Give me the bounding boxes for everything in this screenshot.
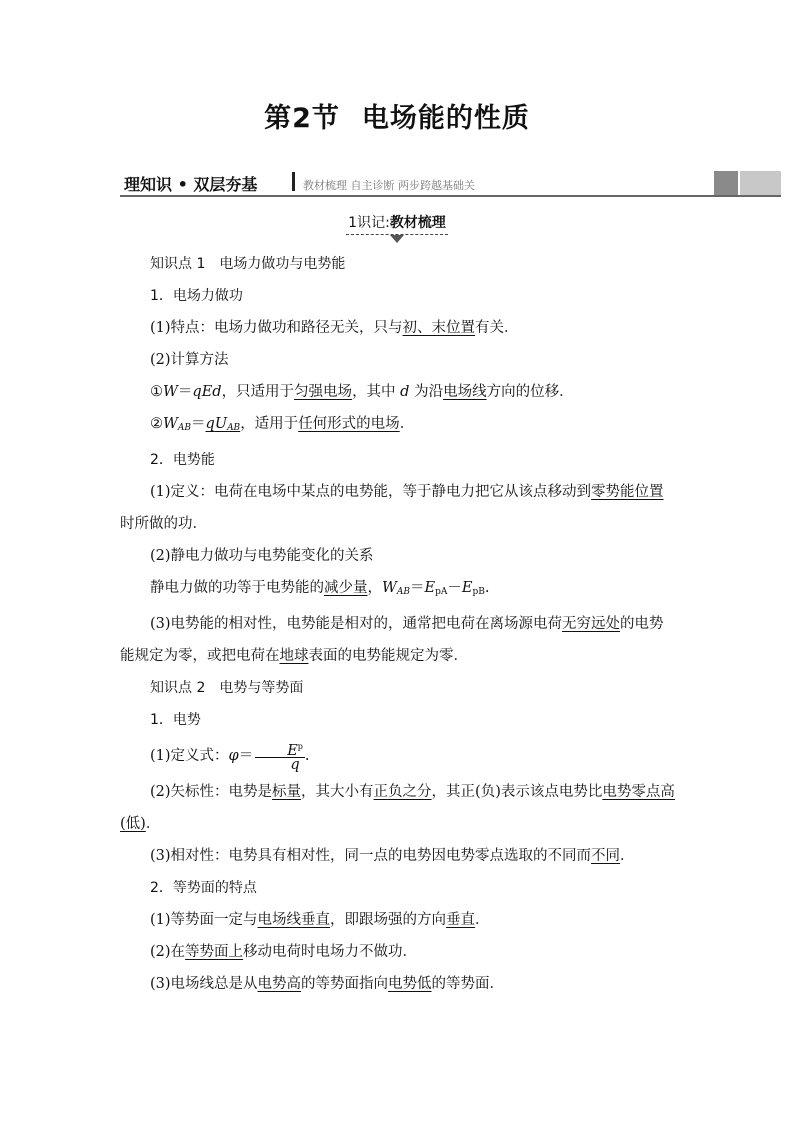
underlined-answer: 垂直 xyxy=(446,912,476,928)
text: ，只适用于 xyxy=(221,384,295,400)
banner-separator xyxy=(292,172,295,191)
text: 的等势面． xyxy=(431,976,505,992)
text: 时所做的功． xyxy=(120,516,207,532)
subscript: AB xyxy=(396,587,411,597)
underlined-answer: 无穷远处 xyxy=(562,616,621,632)
underlined-answer: 地球 xyxy=(279,648,309,664)
text: 的等势面指向 xyxy=(301,976,389,992)
underlined-answer: 不同 xyxy=(591,848,621,864)
text: ，其正(负)表示该点电势比 xyxy=(431,784,603,800)
heading-work: 1．电场力做功 xyxy=(150,288,243,304)
subscript: pB xyxy=(472,587,485,597)
paragraph xyxy=(120,840,676,872)
text: － xyxy=(447,580,462,596)
text: 方向的位移． xyxy=(486,384,574,400)
text: ＝ xyxy=(410,580,425,596)
paragraph xyxy=(120,408,676,444)
subsection-colon: : xyxy=(385,215,390,231)
subsection-number: 1识记 xyxy=(348,215,386,231)
symbol: d xyxy=(400,384,410,400)
text: 为沿 xyxy=(409,384,444,400)
text: ① xyxy=(150,384,163,400)
paragraph xyxy=(120,904,676,936)
underlined-answer: 电场线垂直 xyxy=(257,912,331,928)
symbol: E xyxy=(461,580,473,596)
paragraph xyxy=(120,936,676,968)
text: (1)定义式： xyxy=(150,748,229,764)
text: ＝ xyxy=(191,416,206,432)
text: ＝ xyxy=(238,748,254,764)
symbol: W xyxy=(163,416,178,432)
heading-equipotential: 2．等势面的特点 xyxy=(150,880,257,896)
down-arrow-icon xyxy=(390,235,404,243)
document-body xyxy=(120,248,676,1000)
paragraph xyxy=(120,968,676,1000)
text: ＝ xyxy=(177,384,193,400)
underlined-answer: 匀强电场 xyxy=(294,384,353,400)
underlined-answer: 任何形式的电场 xyxy=(298,416,400,432)
paragraph xyxy=(120,312,676,344)
symbol: φ xyxy=(228,748,239,764)
text: ． xyxy=(145,816,161,832)
fraction xyxy=(255,740,305,773)
underlined-answer xyxy=(206,416,241,432)
text: ． xyxy=(475,912,490,928)
paragraph xyxy=(120,776,676,840)
text: 有关． xyxy=(475,320,519,336)
underlined-answer: 初、末位置 xyxy=(402,320,476,336)
numerator: E xyxy=(287,742,298,759)
denominator: q xyxy=(290,757,300,774)
symbol: U xyxy=(214,416,228,432)
subscript: AB xyxy=(227,423,241,433)
text: (1)定义：电荷在电场中某点的电势能，等于静电力把它从该点移动到 xyxy=(150,484,592,500)
paragraph xyxy=(120,476,676,540)
banner-rule xyxy=(120,195,781,197)
text: . xyxy=(304,748,310,764)
text: ． xyxy=(620,848,635,864)
underlined-answer: 等势面上 xyxy=(185,944,244,960)
text: 的电势能规定为零，或把电荷在 xyxy=(120,616,664,664)
symbol: W xyxy=(163,384,178,400)
banner-subtitle: 教材梳理 自主诊断 两步跨越基础关 xyxy=(303,179,475,192)
text: (3)相对性：电势具有相对性，同一点的电势因电势零点选取的不同而 xyxy=(150,848,592,864)
page-title xyxy=(0,96,794,135)
symbol: E xyxy=(424,580,436,596)
banner-block-dark xyxy=(714,171,738,195)
subscript: AB xyxy=(177,423,192,433)
paragraph xyxy=(120,572,676,608)
symbol: qEd xyxy=(192,384,222,400)
banner-block-light xyxy=(740,171,781,195)
underlined-answer: 标量 xyxy=(272,784,302,800)
text: ② xyxy=(150,416,163,432)
text: ． xyxy=(399,416,415,432)
text: 移动电荷时电场力不做功． xyxy=(243,944,418,960)
text: . xyxy=(484,580,490,596)
subscript: pA xyxy=(435,587,448,597)
symbol: W xyxy=(382,580,397,596)
text: (1)特点：电场力做功和路径无关，只与 xyxy=(150,320,403,336)
text: (2)矢标性：电势是 xyxy=(150,784,273,800)
text: ，其中 xyxy=(352,384,401,400)
section-number: 第2节 xyxy=(264,103,340,134)
text: ， xyxy=(367,580,382,596)
text: ，其大小有 xyxy=(301,784,374,800)
heading-potential-energy: 2．电势能 xyxy=(150,452,215,468)
paragraph xyxy=(120,376,676,408)
underlined-answer: 零势能位置 xyxy=(591,484,664,500)
underlined-answer: 电势零点高(低) xyxy=(120,784,675,832)
symbol: q xyxy=(205,416,215,432)
paragraph: (2)计算方法 xyxy=(150,352,229,368)
text: ，适用于 xyxy=(240,416,299,432)
paragraph xyxy=(120,736,676,776)
knowledge-point-1: 知识点 1 电场力做功与电势能 xyxy=(150,256,346,272)
superscript: p xyxy=(297,741,303,751)
text: (1)等势面一定与 xyxy=(150,912,258,928)
text: ，即跟场强的方向 xyxy=(330,912,447,928)
text: (3)电势能的相对性，电势能是相对的，通常把电荷在离场源电荷 xyxy=(150,616,563,632)
underlined-answer: 减少量 xyxy=(324,580,368,596)
banner-title: 理知识 • 双层夯基 xyxy=(124,175,258,194)
text: (3)电场线总是从 xyxy=(150,976,258,992)
heading-potential: 1．电势 xyxy=(150,712,201,728)
underlined-answer: 电势高 xyxy=(257,976,302,992)
subsection-label xyxy=(0,212,794,235)
underlined-answer: 电场线 xyxy=(443,384,487,400)
subsection-text: 教材梳理 xyxy=(389,215,446,231)
section-banner xyxy=(120,171,781,197)
underlined-answer: 电势低 xyxy=(388,976,432,992)
text: (2)在 xyxy=(150,944,186,960)
section-title: 电场能的性质 xyxy=(361,103,530,134)
text: 静电力做的功等于电势能的 xyxy=(150,580,324,596)
knowledge-point-2: 知识点 2 电势与等势面 xyxy=(150,680,304,696)
text: 表面的电势能规定为零． xyxy=(308,648,468,664)
paragraph xyxy=(120,608,676,672)
paragraph: (2)静电力做功与电势能变化的关系 xyxy=(150,548,374,564)
underlined-answer: 正负之分 xyxy=(373,784,432,800)
